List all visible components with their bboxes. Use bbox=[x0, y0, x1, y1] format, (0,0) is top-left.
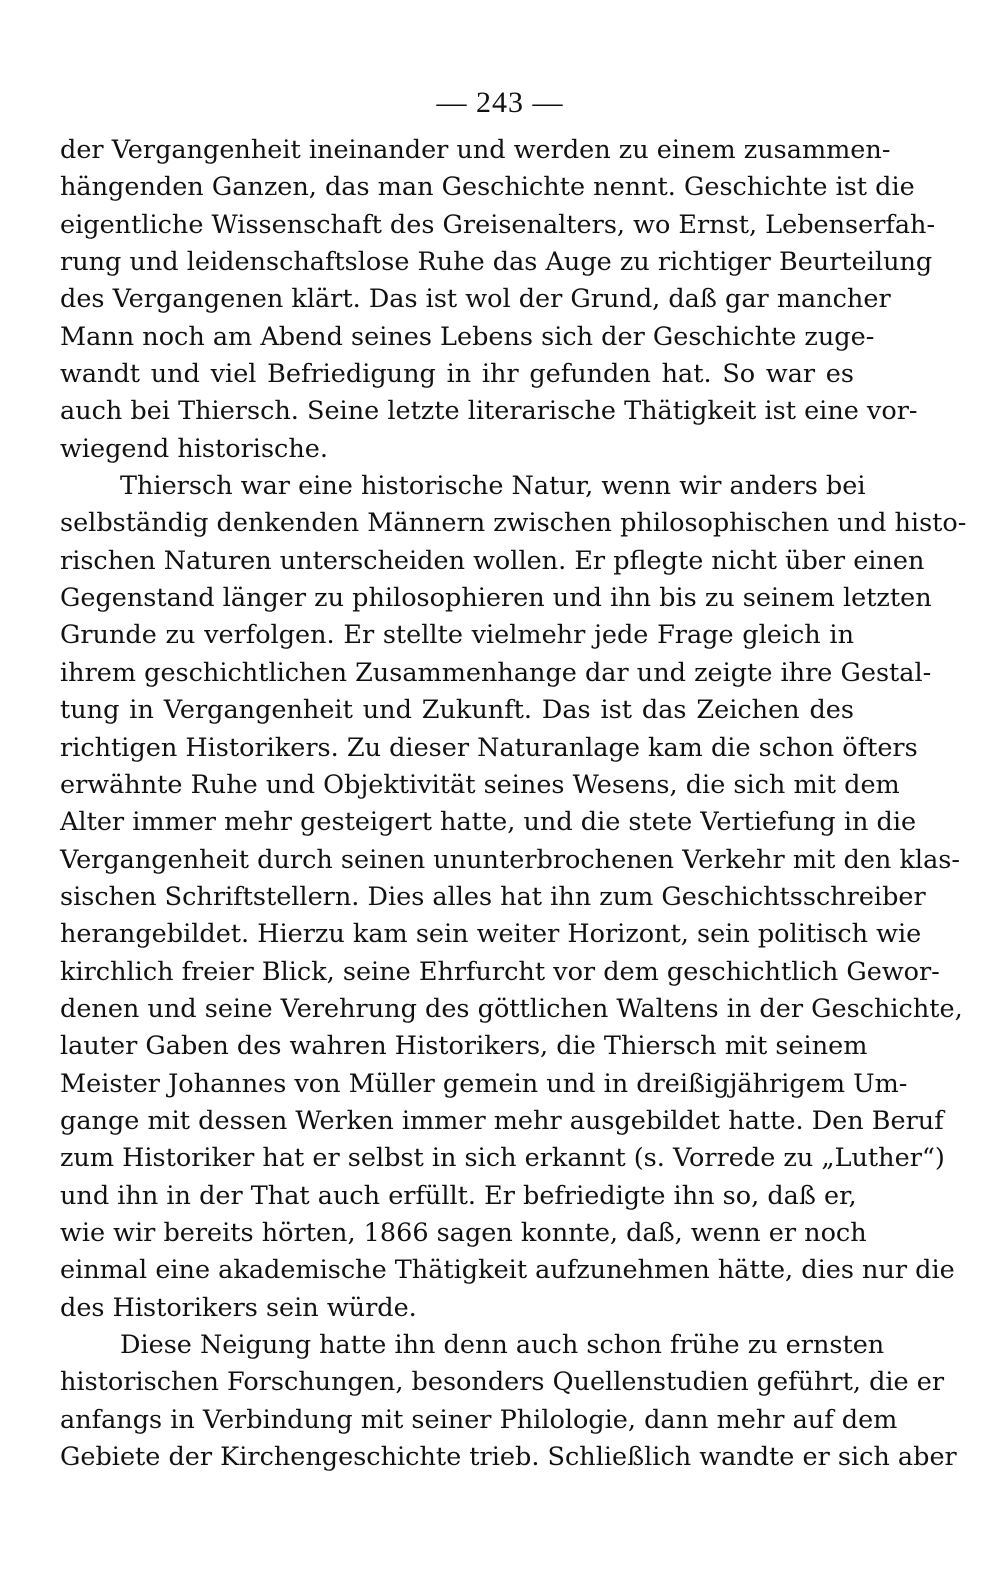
text-line: Vergangenheit durch seinen ununterbrochenen Verkehr mit den klas- bbox=[60, 844, 960, 875]
text-line: historischen Forschungen, besonders Quellenstudien geführt, die er bbox=[60, 1367, 945, 1398]
text-line: und ihn in der That auch erfüllt. Er befriedigte ihn so, daß er, bbox=[60, 1180, 857, 1211]
text-line: wiegend historische. bbox=[60, 433, 328, 464]
text-line: richtigen Historikers. Zu dieser Naturanlage kam die schon öfters bbox=[60, 732, 918, 763]
text-line: erwähnte Ruhe und Objektivität seines Wesens, die sich mit dem bbox=[60, 769, 900, 800]
text-line: ihrem geschichtlichen Zusammenhange dar und zeigte ihre Gestal- bbox=[60, 657, 932, 688]
text-line: denen und seine Verehrung des göttlichen Waltens in der Geschichte, bbox=[60, 993, 963, 1024]
page-number: — 243 — bbox=[436, 86, 564, 119]
text-line: sischen Schriftstellern. Dies alles hat ihn zum Geschichtsschreiber bbox=[60, 881, 926, 912]
text-line: gange mit dessen Werken immer mehr ausgebildet hatte. Den Beruf bbox=[60, 1105, 944, 1136]
text-line: eigentliche Wissenschaft des Greisenalters, wo Ernst, Lebenserfah- bbox=[60, 209, 936, 240]
text-line: lauter Gaben des wahren Historikers, die Thiersch mit seinem bbox=[60, 1031, 868, 1062]
text-line: Gegenstand länger zu philosophieren und ihn bis zu seinem letzten bbox=[60, 583, 932, 614]
text-line: Thiersch war eine historische Natur, wenn wir anders bei bbox=[120, 471, 866, 502]
text-line: Alter immer mehr gesteigert hatte, und die stete Vertiefung in die bbox=[60, 807, 917, 838]
text-line: Diese Neigung hatte ihn denn auch schon frühe zu ernsten bbox=[120, 1330, 885, 1360]
text-line: Mann noch am Abend seines Lebens sich der Geschichte zuge- bbox=[60, 321, 875, 352]
text-line: einmal eine akademische Thätigkeit aufzunehmen hätte, dies nur die bbox=[60, 1255, 955, 1286]
text-line: rung und leidenschaftslose Ruhe das Auge zu richtiger Beurteilung bbox=[60, 247, 933, 278]
text-line: des Historikers sein würde. bbox=[60, 1292, 417, 1323]
text-line: rischen Naturen unterscheiden wollen. Er pflegte nicht über einen bbox=[60, 545, 925, 576]
paragraph-3 bbox=[60, 1327, 957, 1476]
text-line: zum Historiker hat er selbst in sich erkannt (s. Vorrede zu „Luther“) bbox=[60, 1143, 945, 1174]
text-line: wandt und viel Befriedigung in ihr gefunden hat. So war es bbox=[60, 359, 854, 390]
text-line: auch bei Thiersch. Seine letzte literarische Thätigkeit ist eine vor- bbox=[60, 396, 918, 427]
text-line: hängenden Ganzen, das man Geschichte nennt. Geschichte ist die bbox=[60, 172, 915, 203]
text-line: tung in Vergangenheit und Zukunft. Das ist das Zeichen des bbox=[60, 695, 854, 726]
body-text bbox=[60, 132, 967, 1476]
paragraph-2 bbox=[60, 468, 967, 1327]
text-line: herangebildet. Hierzu kam sein weiter Horizont, sein politisch wie bbox=[60, 919, 922, 950]
text-line: Grunde zu verfolgen. Er stellte vielmehr jede Frage gleich in bbox=[60, 620, 854, 651]
text-line: anfangs in Verbindung mit seiner Philologie, dann mehr auf dem bbox=[60, 1404, 898, 1435]
text-line: Meister Johannes von Müller gemein und in dreißigjährigem Um- bbox=[60, 1068, 908, 1099]
text-line: wie wir bereits hörten, 1866 sagen konnte, daß, wenn er noch bbox=[60, 1217, 867, 1248]
text-line: selbständig denkenden Männern zwischen philosophischen und histo- bbox=[60, 508, 967, 539]
text-line: des Vergangenen klärt. Das ist wol der Grund, daß gar mancher bbox=[60, 284, 891, 315]
text-line: kirchlich freier Blick, seine Ehrfurcht vor dem geschichtlich Gewor- bbox=[60, 956, 940, 987]
text-line: der Vergangenheit ineinander und werden zu einem zusammen- bbox=[60, 135, 891, 165]
text-line: Gebiete der Kirchengeschichte trieb. Schließlich wandte er sich aber bbox=[60, 1442, 957, 1473]
paragraph-1 bbox=[60, 132, 936, 468]
